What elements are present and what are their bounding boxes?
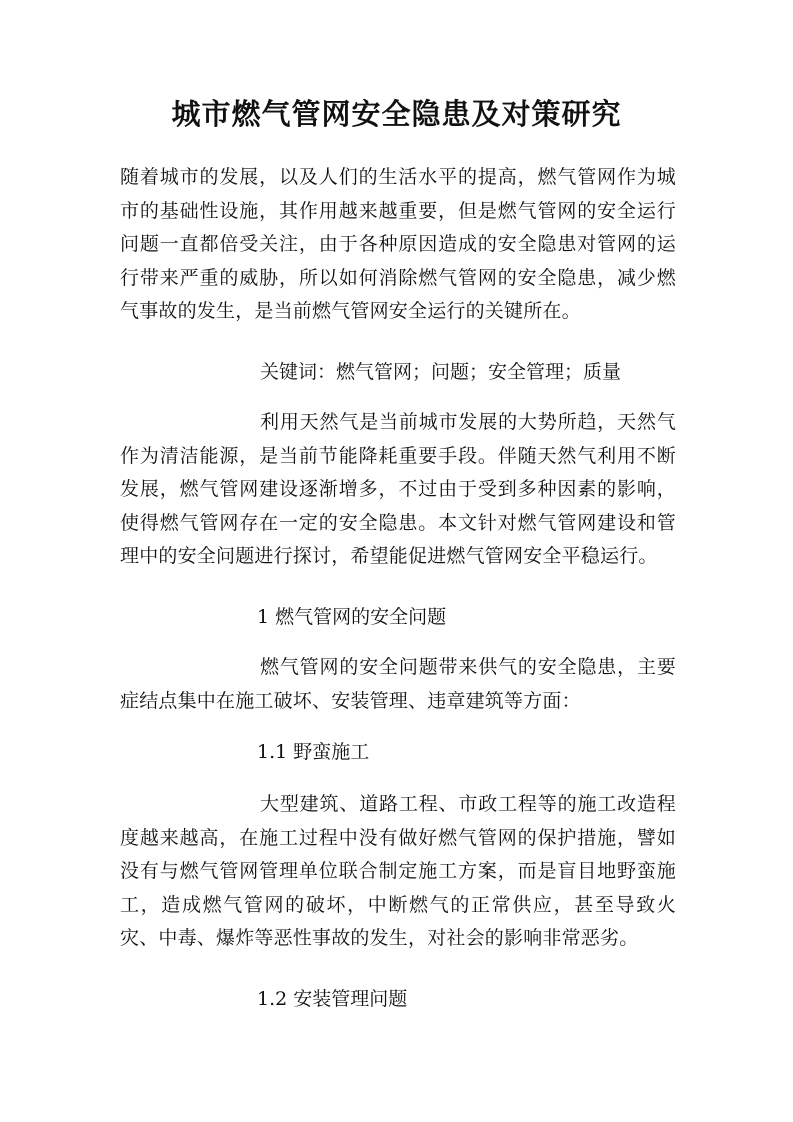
intro-paragraph: 利用天然气是当前城市发展的大势所趋，天然气作为清洁能源，是当前节能降耗重要手段。伴随天然气利用不断发展，燃气管网建设逐渐增多，不过由于受到多种因素的影响，使得燃气管网存在一定的安全隐患。本文针对燃气管网建设和管理中的安全问题进行探讨，希望能促进燃气管网安全平稳运行。 [120, 411, 676, 567]
section-1-heading: 1 燃气管网的安全问题 [257, 606, 447, 628]
section-1-2-heading: 1.2 安装管理问题 [257, 988, 408, 1010]
section-1-1-heading: 1.1 野蛮施工 [257, 741, 370, 763]
keywords-line: 关键词：燃气管网；问题；安全管理；质量 [260, 361, 622, 383]
section-1-1-paragraph: 大型建筑、道路工程、市政工程等的施工改造程度越来越高，在施工过程中没有做好燃气管网的保护措施，譬如没有与燃气管网管理单位联合制定施工方案，而是盲目地野蛮施工，造成燃气管网的破坏，中断燃气的正常供应，甚至导致火灾、中毒、爆炸等恶性事故的发生，对社会的影响非常恶劣。 [120, 793, 676, 949]
section-1-paragraph: 燃气管网的安全问题带来供气的安全隐患，主要症结点集中在施工破坏、安装管理、违章建筑等方面： [120, 656, 676, 712]
abstract-paragraph: 随着城市的发展，以及人们的生活水平的提高，燃气管网作为城市的基础性设施，其作用越来越重要，但是燃气管网的安全运行问题一直都倍受关注，由于各种原因造成的安全隐患对管网的运行带来严重的威胁，所以如何消除燃气管网的安全隐患，减少燃气事故的发生，是当前燃气管网安全运行的关键所在。 [120, 166, 676, 322]
document-title: 城市燃气管网安全隐患及对策研究 [171, 97, 622, 131]
